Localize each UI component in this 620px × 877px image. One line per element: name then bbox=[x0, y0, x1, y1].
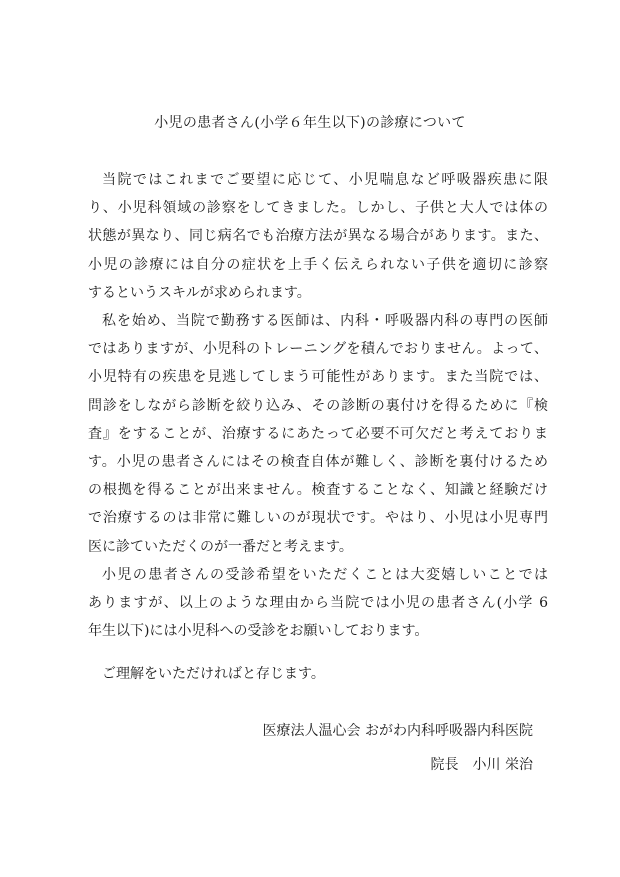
paragraph-line: 小児特有の疾患を見逃してしまう可能性があります。また当院では、 bbox=[88, 369, 548, 386]
paragraph-line: ではありますが、小児科のトレーニングを積んでおりません。よって、 bbox=[88, 341, 548, 358]
paragraph-line: 問診をしながら診断を絞り込み、その診断の裏付けを得るために『検 bbox=[88, 397, 548, 414]
paragraph-line: り、小児科領域の診察をしてきました。しかし、子供と大人では体の bbox=[88, 200, 548, 217]
paragraph-line: 医に診ていただくのが一番だと考えます。 bbox=[88, 538, 353, 555]
paragraph-line: で治療するのは非常に難しいのが現状です。やはり、小児は小児専門 bbox=[88, 510, 548, 527]
paragraph-line: 小児の診療には自分の症状を上手く伝えられない子供を適切に診察 bbox=[88, 256, 548, 273]
document-title: 小児の患者さん(小学６年生以下)の診療について bbox=[154, 115, 466, 131]
paragraph-line: の根拠を得ることが出来ません。検査することなく、知識と経験だけ bbox=[88, 482, 548, 499]
paragraph-3 bbox=[88, 561, 548, 646]
paragraph-line: 査』をすることが、治療するにあたって必要不可欠だと考えておりま bbox=[88, 425, 548, 442]
paragraph-line: す。小児の患者さんにはその検査自体が難しく、診断を裏付けるため bbox=[88, 453, 548, 470]
paragraph-4 bbox=[88, 660, 548, 688]
paragraph-line: 私を始め、当院で勤務する医師は、内科・呼吸器内科の専門の医師 bbox=[102, 313, 548, 329]
paragraph-line: ご理解をいただければと存じます。 bbox=[102, 666, 325, 682]
paragraph-line: 小児の患者さんの受診希望をいただくことは大変嬉しいことでは bbox=[102, 567, 548, 583]
paragraph-line: ありますが、以上のような理由から当院では小児の患者さん(小学 6 bbox=[88, 595, 548, 612]
signature-organization: 医療法人温心会 おがわ内科呼吸器内科医院 bbox=[262, 723, 533, 739]
paragraph-line: 当院ではこれまでご要望に応じて、小児喘息など呼吸器疾患に限 bbox=[102, 172, 548, 188]
paragraph-line: 状態が異なり、同じ病名でも治療方法が異なる場合があります。また、 bbox=[88, 228, 548, 245]
paragraph-line: 年生以下)には小児科への受診をお願いしております。 bbox=[88, 623, 429, 640]
paragraph-1 bbox=[88, 166, 548, 307]
signature-name: 院長 小川 栄治 bbox=[430, 757, 533, 773]
paragraph-line: するというスキルが求められます。 bbox=[88, 284, 311, 301]
paragraph-2 bbox=[88, 307, 548, 561]
